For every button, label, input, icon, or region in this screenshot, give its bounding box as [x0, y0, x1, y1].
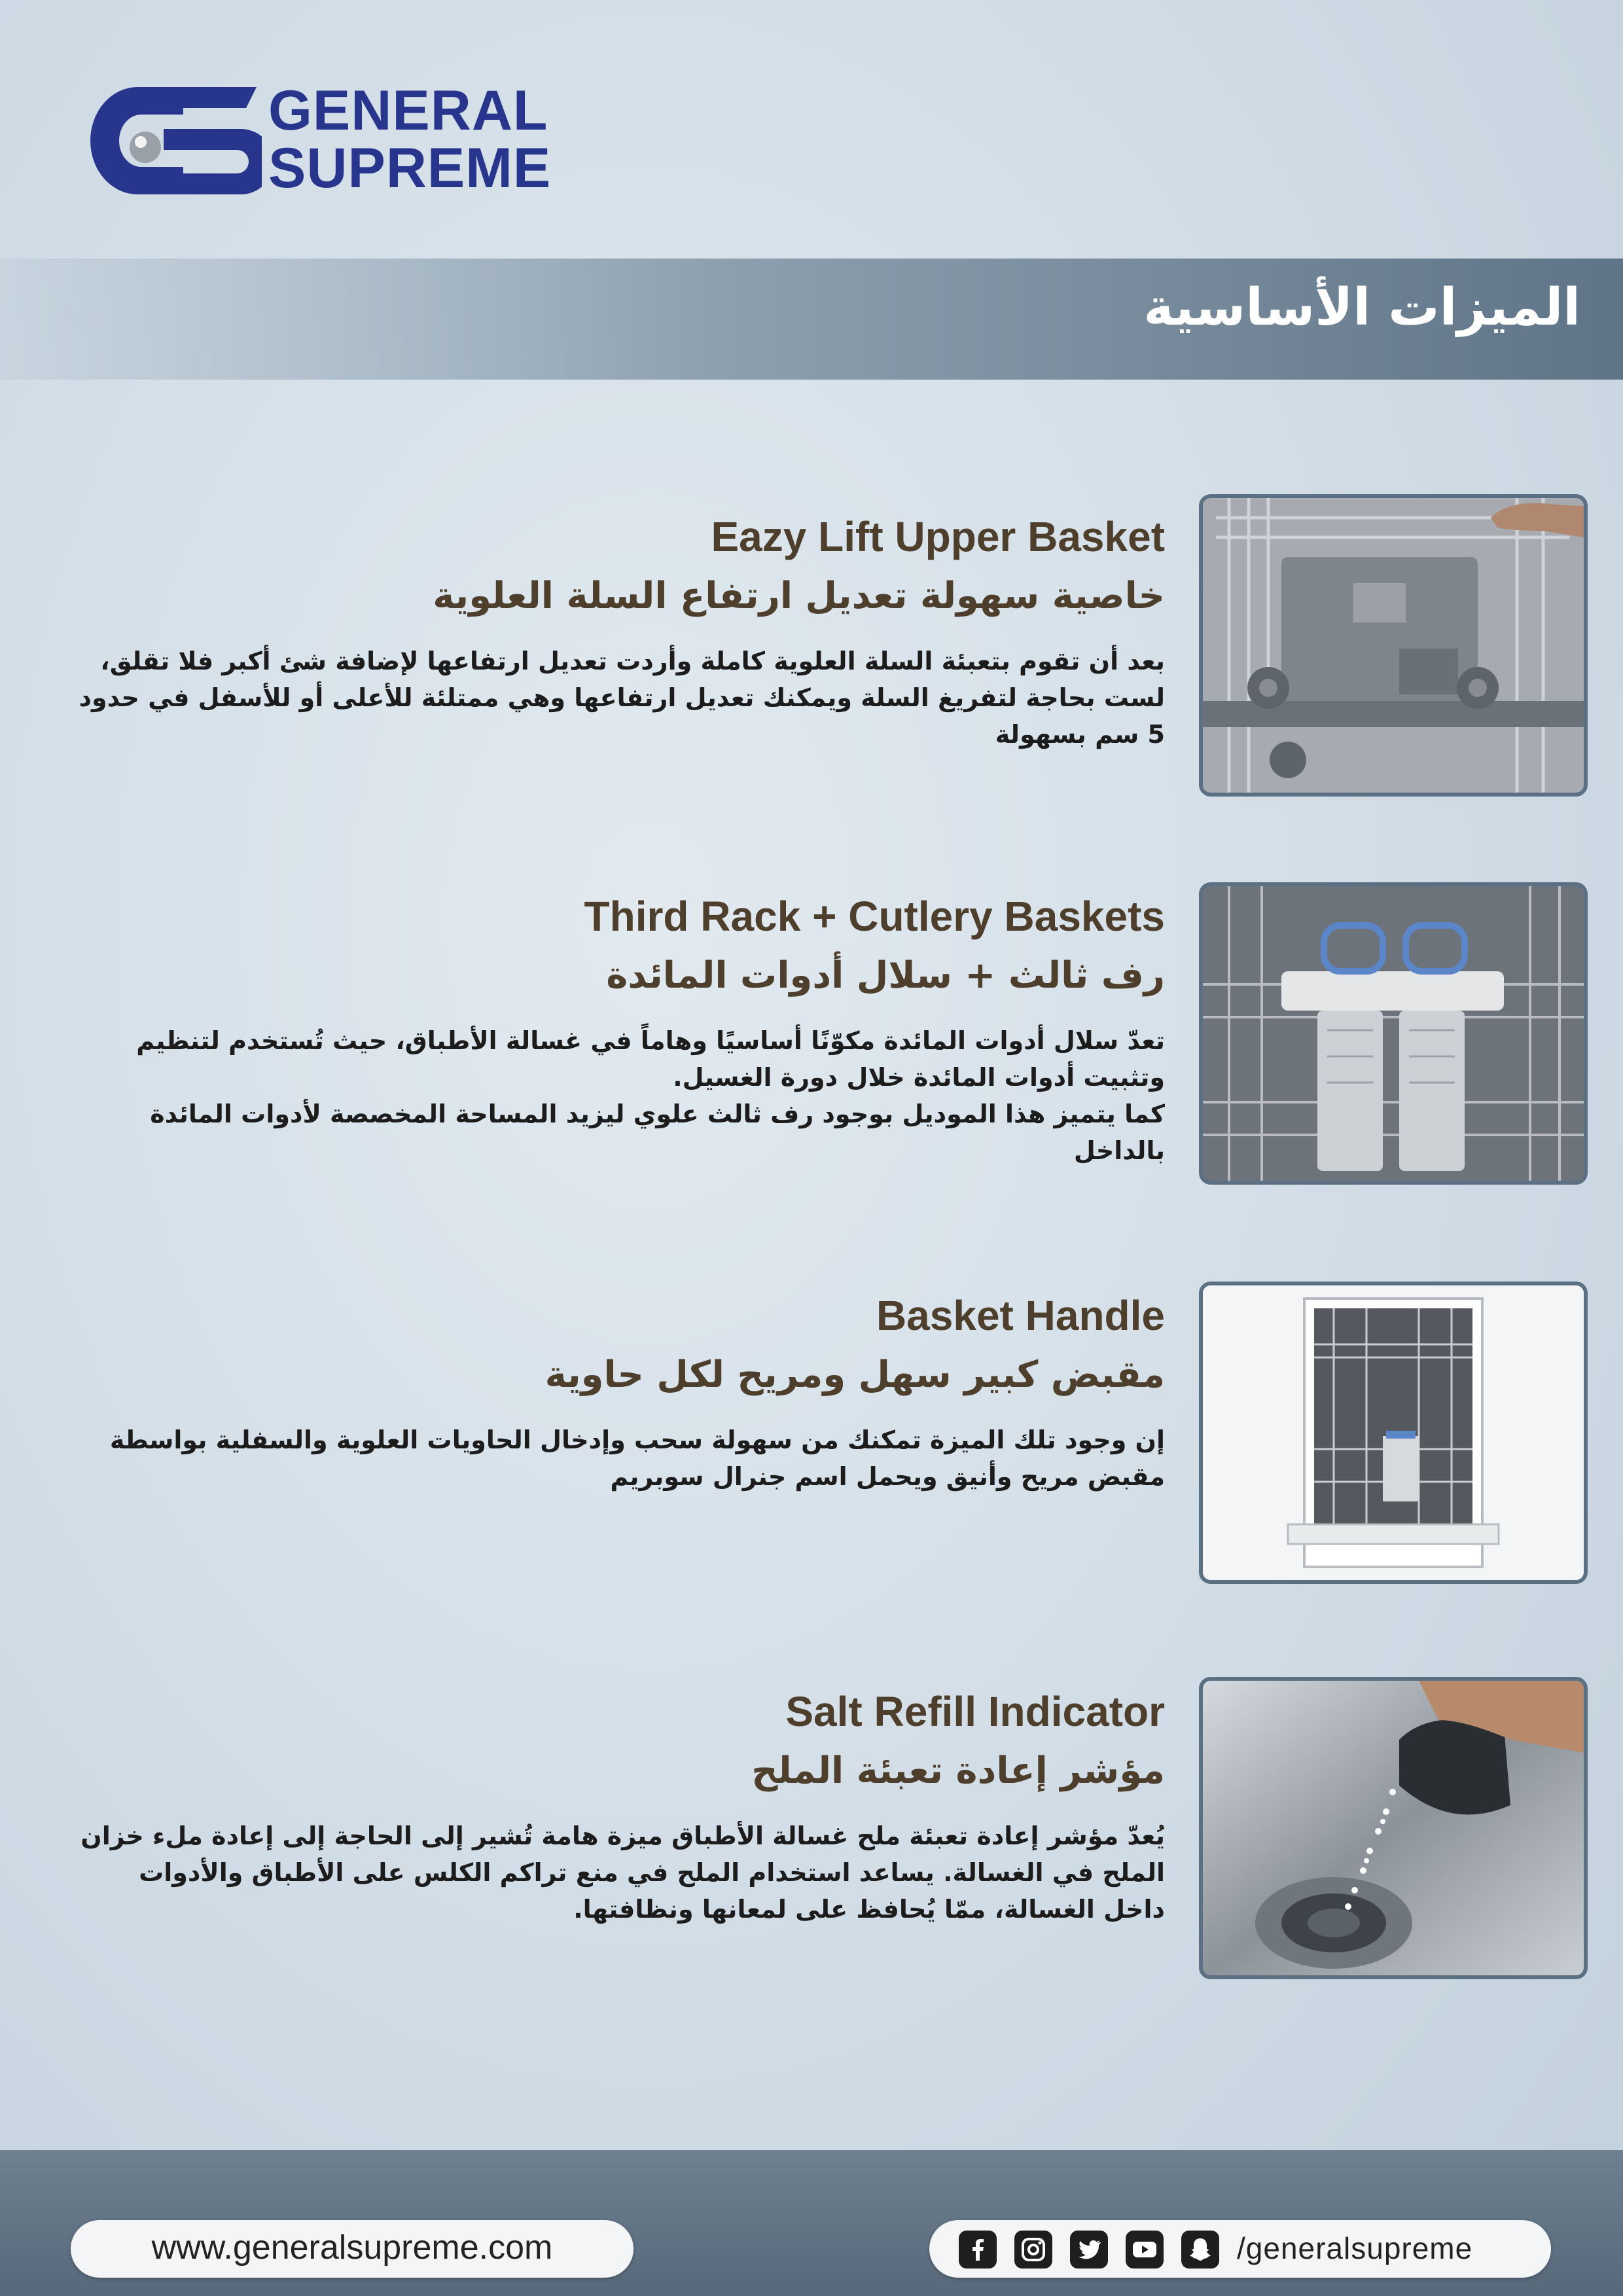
facebook-icon[interactable] — [959, 2231, 997, 2269]
website-link[interactable]: www.generalsupreme.com — [151, 2229, 553, 2267]
easy-lift-basket-image — [1199, 494, 1588, 797]
feature-description — [72, 1422, 1165, 1495]
dishwasher-open-image — [1199, 1282, 1588, 1584]
feature-salt-indicator — [72, 1685, 1165, 1928]
feature-paragraph: بعد أن تقوم بتعبئة السلة العلوية كاملة وأردت تعديل ارتفاعها لإضافة شئ أكبر فلا تقلق، لست بحاجة لتفريغ السلة ويمكنك تعديل ارتفاعها وهي ممتلئة للأعلى أو للأسفل في حدود 5 سم بسهولة — [79, 647, 1165, 749]
footer — [0, 2150, 1623, 2296]
website-pill[interactable] — [71, 2220, 633, 2278]
section-title: الميزات الأساسية — [1143, 278, 1580, 337]
feature-third-rack — [72, 890, 1165, 1169]
section-header-band — [0, 259, 1623, 380]
social-handle: /generalsupreme — [1237, 2231, 1473, 2265]
gs-logo-mark — [85, 82, 262, 200]
brand-name-line2: SUPREME — [268, 137, 552, 200]
youtube-icon[interactable] — [1126, 2231, 1164, 2269]
brand-name-line1: GENERAL — [268, 79, 548, 142]
feature-paragraph: كما يتميز هذا الموديل بوجود رف ثالث علوي ليزيد المساحة المخصصة لأدوات المائدة بالداخل — [150, 1100, 1165, 1165]
brand-logo — [85, 79, 569, 200]
social-pill — [929, 2220, 1551, 2278]
feature-title-en: Eazy Lift Upper Basket — [711, 513, 1165, 560]
feature-paragraph: يُعدّ مؤشر إعادة تعبئة ملح غسالة الأطباق ميزة هامة تُشير إلى الحاجة إلى إعادة ملء خزان الملح في الغسالة. يساعد استخدام الملح في منع تراكم الكلس على الأطباق والأدوات داخل الغسالة، ممّا يُحافظ على لمعانها ونظافتها. — [80, 1821, 1165, 1924]
feature-description — [72, 643, 1165, 753]
instagram-icon[interactable] — [1014, 2231, 1052, 2269]
feature-paragraph: تعدّ سلال أدوات المائدة مكوّنًا أساسيًا وهاماً في غسالة الأطباق، حيث تُستخدم لتنظيم وتثبيت أدوات المائدة خلال دورة الغسيل. — [136, 1026, 1165, 1092]
feature-title-en: Salt Refill Indicator — [785, 1688, 1165, 1735]
feature-title-en: Third Rack + Cutlery Baskets — [584, 893, 1165, 940]
feature-title-en: Basket Handle — [876, 1292, 1165, 1339]
feature-title-ar: خاصية سهولة تعديل ارتفاع السلة العلوية — [433, 575, 1165, 617]
feature-basket-handle — [72, 1289, 1165, 1495]
feature-description — [72, 1022, 1165, 1169]
feature-easy-lift — [72, 511, 1165, 753]
snapchat-icon[interactable] — [1181, 2231, 1219, 2269]
feature-description — [72, 1818, 1165, 1928]
twitter-icon[interactable] — [1070, 2231, 1108, 2269]
feature-paragraph: إن وجود تلك الميزة تمكنك من سهولة سحب وإدخال الحاويات العلوية والسفلية بواسطة مقبض مريح وأنيق ويحمل اسم جنرال سوبريم — [109, 1426, 1165, 1491]
salt-refill-image — [1199, 1677, 1588, 1979]
feature-title-ar: مؤشر إعادة تعبئة الملح — [751, 1749, 1165, 1792]
cutlery-basket-image — [1199, 882, 1588, 1185]
feature-title-ar: مقبض كبير سهل ومريح لكل حاوية — [544, 1354, 1165, 1396]
feature-title-ar: رف ثالث + سلال أدوات المائدة — [606, 954, 1165, 997]
